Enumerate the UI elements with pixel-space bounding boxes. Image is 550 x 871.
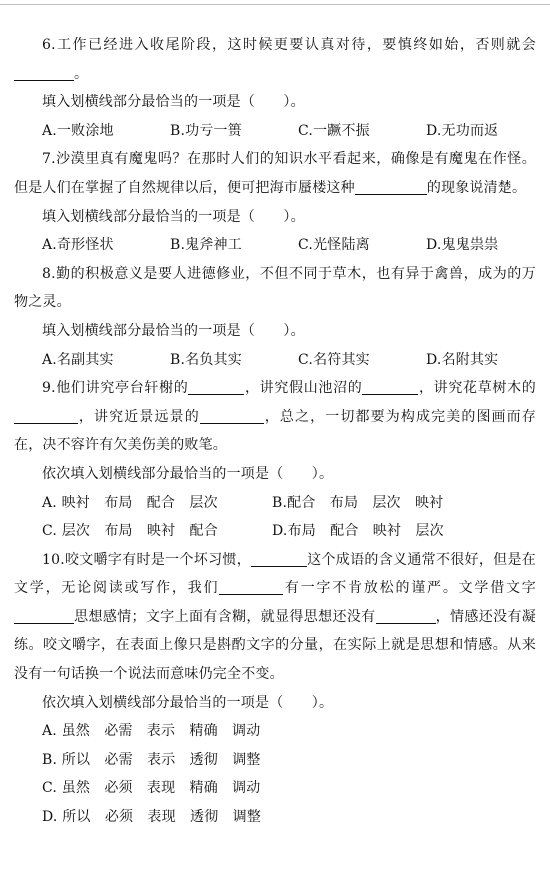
option-6-d: D.无功而返 [426,122,499,139]
question-prompt-7: 填入划横线部分最恰当的一项是（ ）。 [42,208,305,225]
options-10-row-3 [14,774,536,803]
question-stem-9: 9.他们讲究亭台轩榭的 ，讲究假山池沼的 ，讲究花草树木的，讲究近景远景的 ，总之，一切都要为构成完美的图画而存在，决不容许有欠美伤美的败笔。 [14,380,536,454]
answer-blank [14,407,78,424]
options-9-row-1 [14,489,536,518]
answer-blank [355,178,427,195]
option-8-d: D.名附其实 [426,351,499,368]
answer-blank [188,378,244,395]
answer-blank [251,550,307,567]
option-9-c: C. 层次 布局 映衬 配合 [42,523,218,540]
options-10-row-2 [14,746,536,775]
option-7-c: C.光怪陆离 [298,237,370,254]
question-stem-10: 10.咬文嚼字有时是一个坏习惯， 这个成语的含义通常不很好，但是在文学，无论阅读或写作，我们 有一字不肯放松的谨严。文学借文字思想感情；文字上面有含糊，就显得思想还没有 ，情感还没有凝练。咬文嚼字，在表面上像只是斟酌文字的分量，在实际上就是思想和情感。从来没有一句话换一个说法而意味仍完全不变。 [14,551,537,683]
top-divider [0,4,550,5]
question-stem-8: 8.勤的积极意义是要人进德修业，不但不同于草木，也有异于禽兽，成为的万物之灵。 [14,265,536,311]
option-9-b: B.配合 布局 层次 映衬 [272,494,444,511]
option-8-c: C.名符其实 [298,351,370,368]
question-stem-7: 7.沙漠里真有魔鬼吗？在那时人们的知识水平看起来，确像是有魔鬼在作怪。但是人们在掌握了自然规律以后，便可把海市蜃楼这种 的现象说清楚。 [14,151,536,196]
question-list [14,31,536,832]
question-prompt-6: 填入划横线部分最恰当的一项是（ ）。 [42,94,305,111]
option-10-c: C. 虽然 必须 表现 精确 调动 [42,780,261,797]
options-10-row-4 [14,803,536,832]
answer-blank [362,378,418,395]
answer-blank [219,578,283,595]
question-prompt-10: 依次填入划横线部分最恰当的一项是（ ）。 [42,694,334,711]
options-6 [14,117,536,146]
options-8 [14,346,536,375]
option-8-a: A.名副其实 [42,351,114,368]
option-10-d: D. 所以 必须 表现 透彻 调整 [42,809,262,826]
option-6-c: C.一蹶不振 [298,122,370,139]
option-7-d: D.鬼鬼祟祟 [426,237,499,254]
option-7-b: B.鬼斧神工 [170,237,242,254]
question-prompt-9: 依次填入划横线部分最恰当的一项是（ ）。 [42,465,334,482]
option-7-a: A.奇形怪状 [42,237,114,254]
options-7 [14,231,536,260]
answer-blank [14,607,74,624]
answer-blank [14,64,74,81]
option-9-d: D.布局 配合 映衬 层次 [272,523,444,540]
answer-blank [200,407,264,424]
option-10-b: B. 所以 必需 表示 透彻 调整 [42,751,261,768]
option-6-b: B.功亏一篑 [170,122,242,139]
option-6-a: A.一败涂地 [42,122,114,139]
question-prompt-8: 填入划横线部分最恰当的一项是（ ）。 [42,322,305,339]
options-9-row-2 [14,517,536,546]
option-8-b: B.名负其实 [170,351,242,368]
option-9-a: A. 映衬 布局 配合 层次 [42,494,218,511]
question-stem-6: 6.工作已经进入收尾阶段，这时候更要认真对待，要慎终如始，否则就会。 [14,31,536,88]
options-10-row-1 [14,717,536,746]
answer-blank [376,607,436,624]
option-10-a: A. 虽然 必需 表示 精确 调动 [42,723,261,740]
